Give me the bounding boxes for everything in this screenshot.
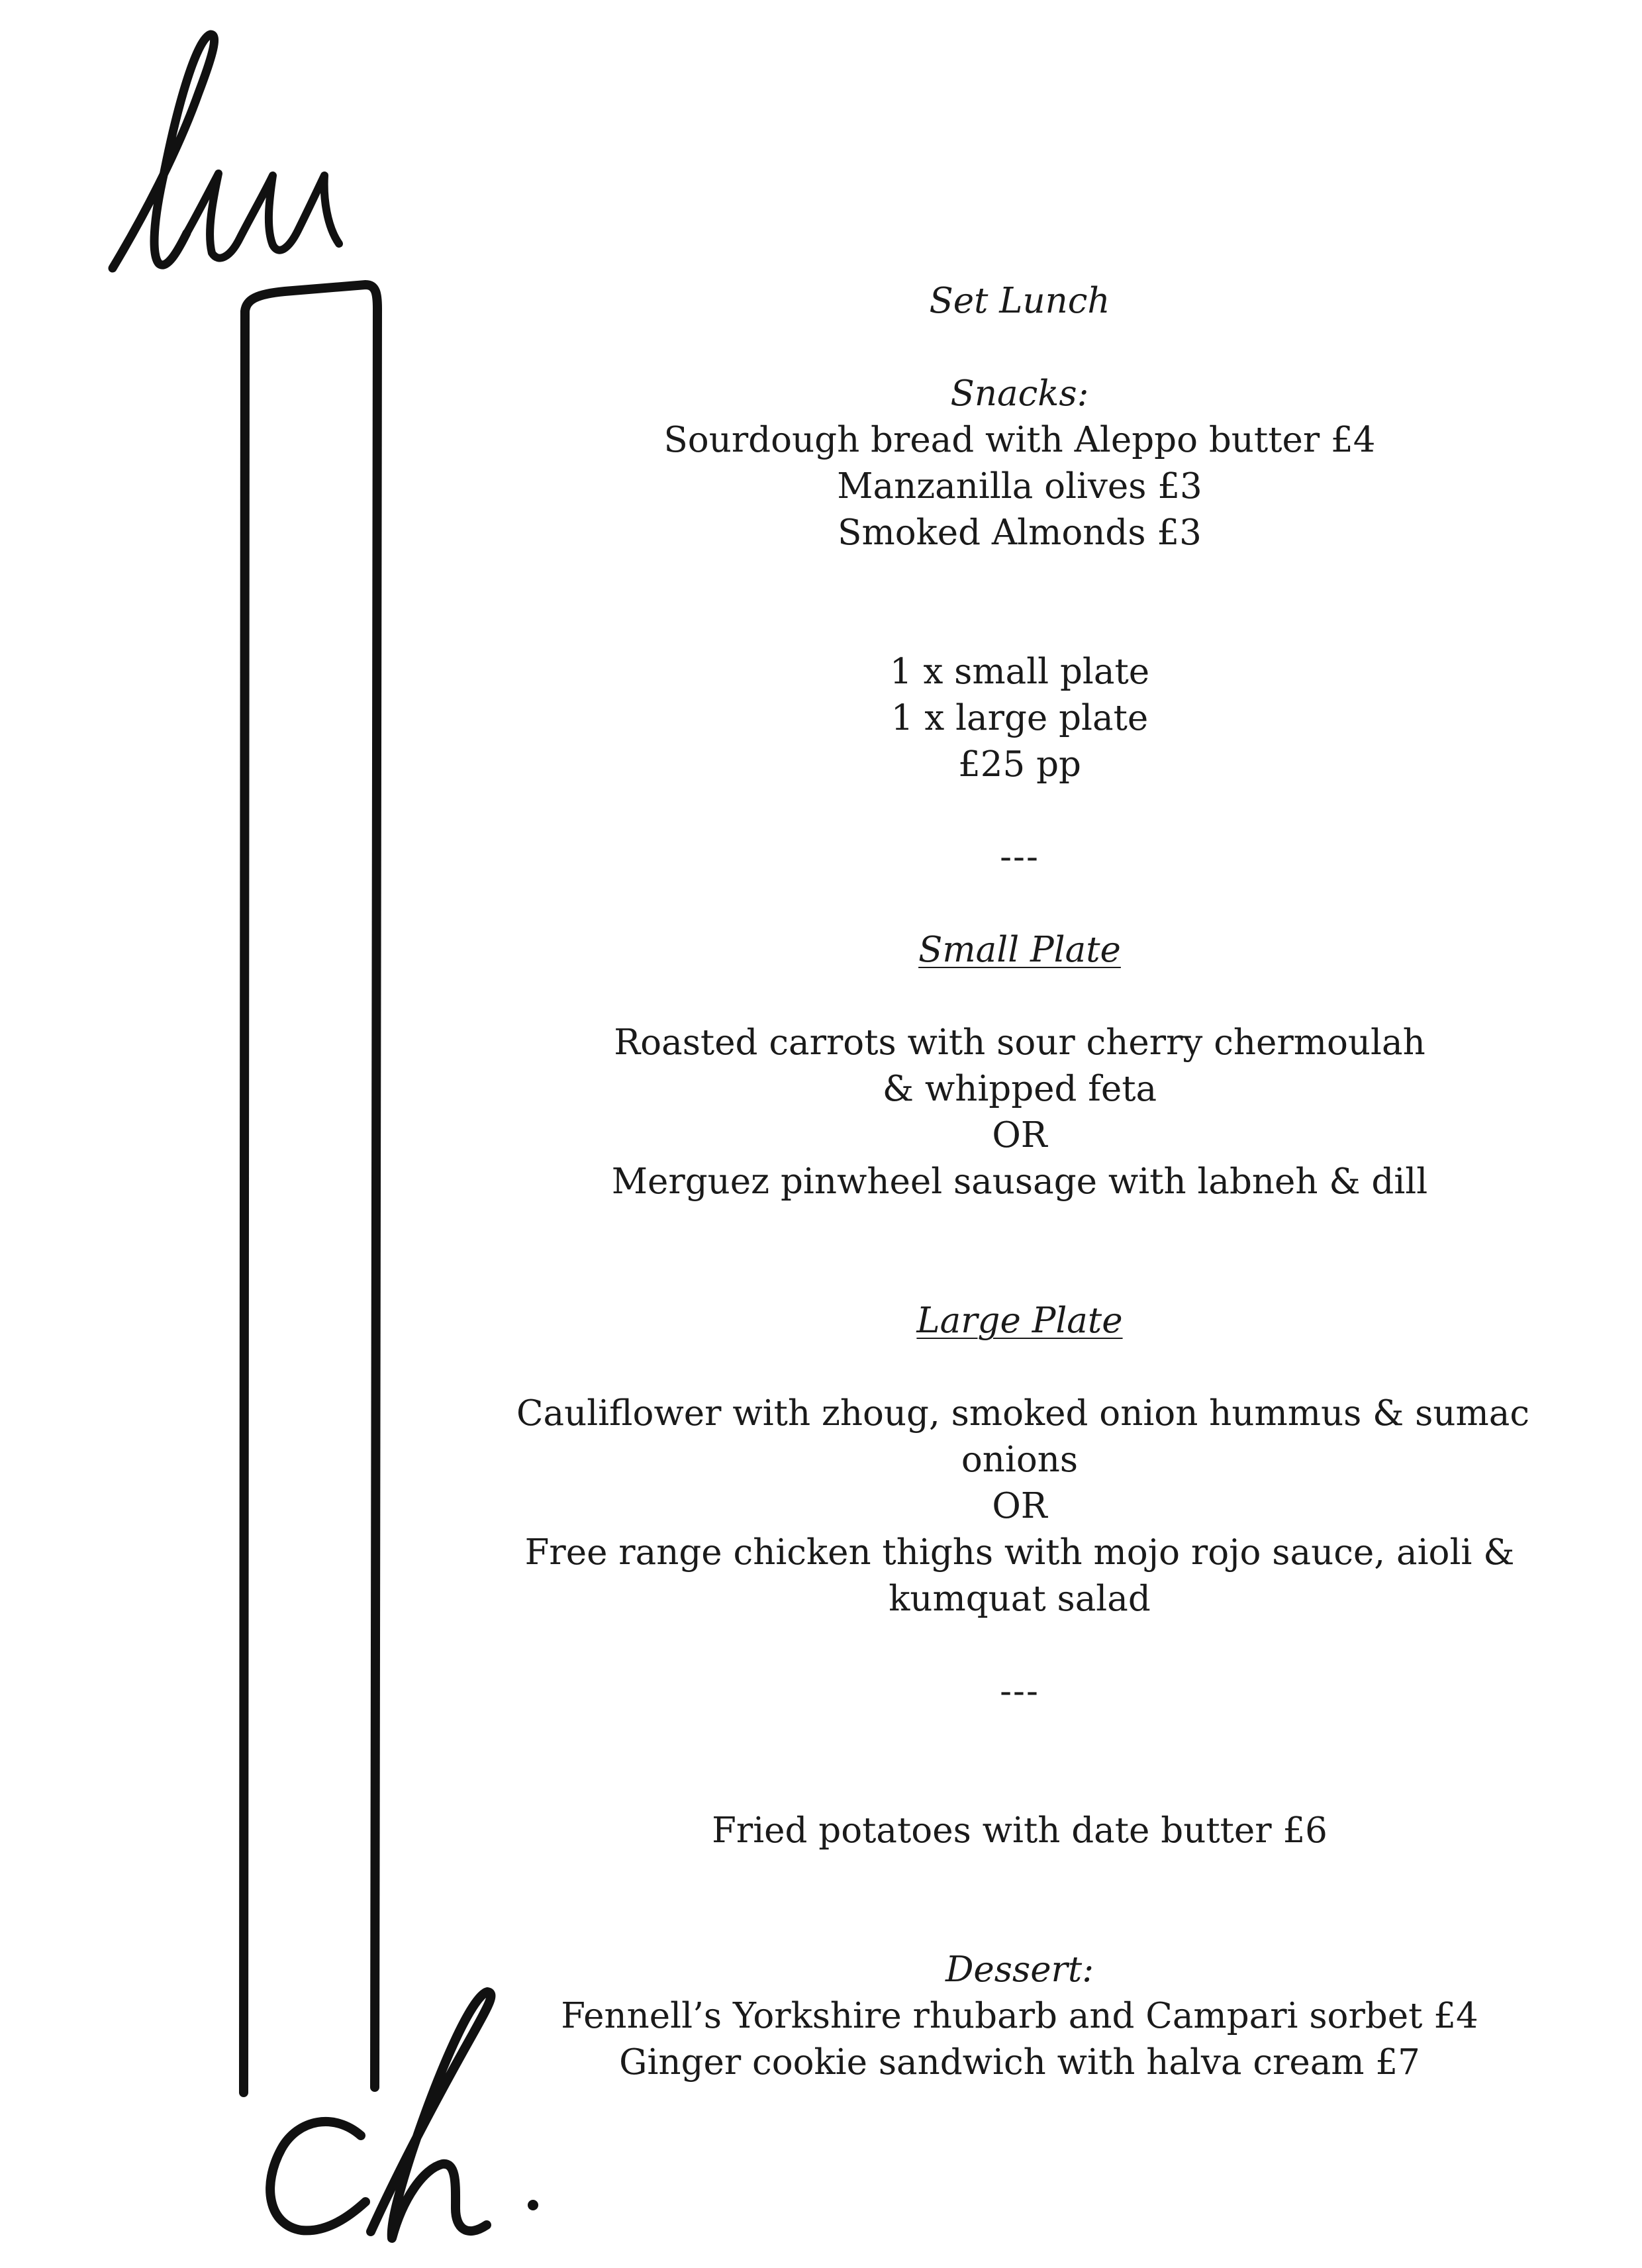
large-plate-option-2-cont: kumquat salad	[889, 1579, 1151, 1619]
logo-long-stroke	[244, 285, 377, 2093]
snack-item: Smoked Almonds £3	[838, 513, 1202, 553]
small-plate-option-1-cont: & whipped feta	[882, 1069, 1157, 1109]
lunch-handwritten-logo	[0, 0, 596, 2268]
large-plate-or: OR	[992, 1486, 1047, 1526]
small-plate-heading	[516, 927, 1523, 973]
snacks-heading: Snacks:	[950, 373, 1089, 414]
dessert-item: Fennell’s Yorkshire rhubarb and Campari sorbet £4	[561, 1996, 1478, 2036]
dessert-heading: Dessert:	[945, 1949, 1094, 1990]
small-plate-heading-text: Small Plate	[918, 930, 1121, 970]
menu-content	[516, 278, 1530, 2086]
logo-period	[528, 2200, 538, 2210]
large-plate-option-2: Free range chicken thighs with mojo rojo sauce, aioli &	[524, 1532, 1515, 1573]
large-plate-heading	[516, 1298, 1523, 1344]
logo-letter-l	[113, 34, 215, 268]
large-plate-option-1: Cauliflower with zhoug, smoked onion hummus & sumac	[516, 1393, 1530, 1434]
snack-item: Sourdough bread with Aleppo butter £4	[663, 420, 1376, 460]
small-plate-option-2: Merguez pinwheel sausage with labneh & dill	[611, 1161, 1428, 1202]
snack-item: Manzanilla olives £3	[837, 466, 1202, 507]
offer-price: £25 pp	[958, 744, 1081, 785]
logo-letter-u	[187, 173, 339, 258]
small-plate-or: OR	[992, 1115, 1047, 1156]
menu-title: Set Lunch	[929, 281, 1110, 321]
logo-letter-h	[371, 1992, 491, 2238]
large-plate-heading-text: Large Plate	[916, 1301, 1123, 1341]
logo-letter-c	[270, 2122, 365, 2230]
offer-line: 1 x small plate	[889, 652, 1150, 692]
section-divider: ---	[1000, 837, 1039, 877]
dessert-item: Ginger cookie sandwich with halva cream £7	[619, 2042, 1420, 2083]
offer-line: 1 x large plate	[891, 698, 1149, 738]
small-plate-option-1: Roasted carrots with sour cherry chermoulah	[614, 1022, 1425, 1063]
side-dish: Fried potatoes with date butter £6	[712, 1810, 1328, 1851]
section-divider: ---	[1000, 1671, 1039, 1712]
large-plate-option-1-cont: onions	[961, 1440, 1079, 1480]
